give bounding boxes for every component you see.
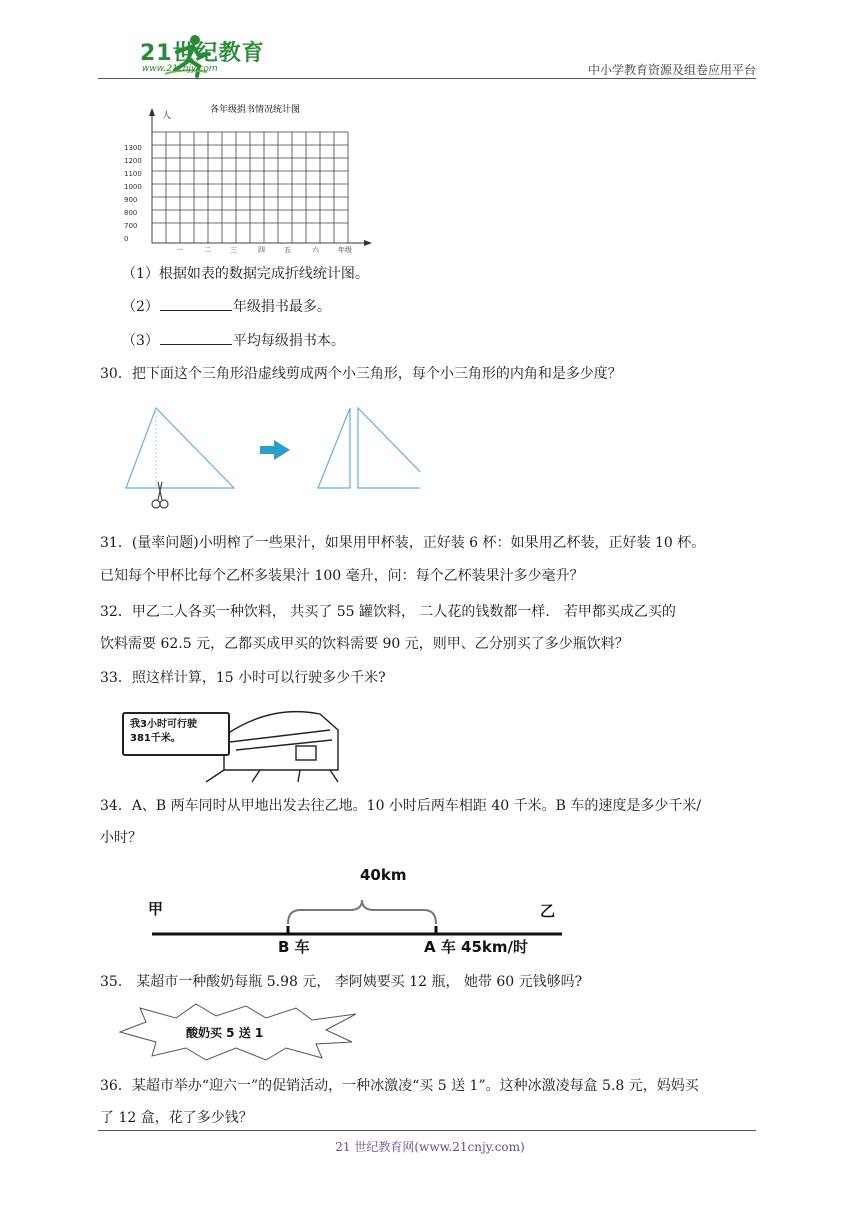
car-a-label: A 车 45km/时: [424, 938, 529, 956]
q30-text: 30．把下面这个三角形沿虚线剪成两个小三角形，每个小三角形的内角和是多少度？: [100, 366, 622, 382]
triangle-cut-diagram: [120, 402, 420, 514]
scissors-icon: [152, 482, 168, 508]
x-tick-2: 二: [204, 246, 211, 254]
y-tick-700: 700: [124, 222, 138, 230]
arrow-right-icon: [260, 440, 290, 460]
x-tick-5: 五: [284, 246, 291, 254]
q29-sub2: [122, 296, 331, 317]
q35-text: 35． 某超市一种酸奶每瓶 5.98 元， 李阿姨要买 12 瓶， 她带 60 元钱够吗?: [100, 974, 583, 990]
x-axis-unit: 年级: [338, 246, 352, 254]
distance-label: 40km: [360, 866, 407, 884]
q32-line1: 32．甲乙二人各买一种饮料， 共买了 55 罐饮料， 二人花的钱数都一样． 若甲都买成乙买的: [100, 604, 676, 620]
start-label: 甲: [148, 900, 164, 918]
q36-line2: 了 12 盒，花了多少钱？: [100, 1110, 253, 1126]
x-tick-4: 四: [258, 246, 265, 254]
speech-bubble: [122, 712, 230, 756]
q33-text: 33．照这样计算，15 小时可以行驶多少千米?: [100, 670, 386, 686]
q29-sub2-prefix: （2）: [122, 299, 159, 315]
q29-sub2-blank[interactable]: [160, 296, 232, 311]
y-tick-1000: 1000: [124, 183, 142, 191]
y-axis-unit: 人: [162, 111, 172, 121]
y-tick-0: 0: [124, 235, 129, 243]
chart-title: 各年级捐书情况统计图: [210, 105, 301, 115]
promo-text: 酸奶买 5 送 1: [186, 1026, 264, 1040]
q34-line1: 34．A、B 两车同时从甲地出发去往乙地。10 小时后两车相距 40 千米。B 车的速度是多少千米/: [100, 798, 702, 814]
speech-bubble-text: 我3小时可行驶 381千米。: [130, 719, 197, 744]
y-tick-800: 800: [124, 209, 138, 217]
road-diagram: [150, 880, 570, 940]
x-tick-3: 三: [230, 246, 237, 254]
header-divider: [98, 78, 756, 79]
q29-sub3-blank[interactable]: [160, 330, 232, 345]
y-tick-1200: 1200: [124, 157, 142, 165]
q29-sub2-suffix: 年级捐书最多。: [232, 299, 331, 315]
y-tick-1100: 1100: [124, 170, 142, 178]
y-tick-1300: 1300: [124, 144, 142, 152]
q34-line2: 小时？: [100, 830, 142, 846]
footer-text: 21 世纪教育网(www.21cnjy.com): [335, 1140, 525, 1154]
logo-text: 21世纪教育: [140, 41, 265, 66]
footer-divider: [98, 1130, 756, 1131]
q36-line1: 36．某超市举办“迎六一”的促销活动，一种冰激凌“买 5 送 1”。这种冰激凌每盒 5.8 元，妈妈买: [100, 1078, 699, 1094]
end-label: 乙: [540, 902, 556, 920]
q29-sub3-suffix: 平均每级捐书本。: [232, 333, 345, 349]
x-tick-1: 一: [176, 246, 183, 254]
q29-sub3-prefix: （3）: [122, 333, 159, 349]
q31-line1: 31．(量率问题)小明榨了一些果汁，如果用甲杯装，正好装 6 杯：如果用乙杯装，正好装 10 杯。: [100, 535, 706, 551]
car-b-label: B 车: [278, 938, 310, 956]
y-tick-900: 900: [124, 196, 138, 204]
logo-url: www.21cnjy.com: [142, 64, 218, 74]
q31-line2: 已知每个甲杯比每个乙杯多装果汁 100 毫升，问：每个乙杯装果汁多少毫升？: [100, 568, 584, 584]
q29-sub1: （1）根据如表的数据完成折线统计图。: [122, 266, 369, 282]
q32-line2: 饮料需要 62.5 元，乙都买成甲买的饮料需要 90 元，则甲、乙分别买了多少瓶饮料？: [100, 636, 629, 652]
blank-line-chart-grid: [118, 100, 378, 260]
platform-title: 中小学教育资源及组卷应用平台: [587, 63, 756, 77]
x-tick-6: 六: [312, 246, 319, 254]
q29-sub3: [122, 330, 345, 351]
